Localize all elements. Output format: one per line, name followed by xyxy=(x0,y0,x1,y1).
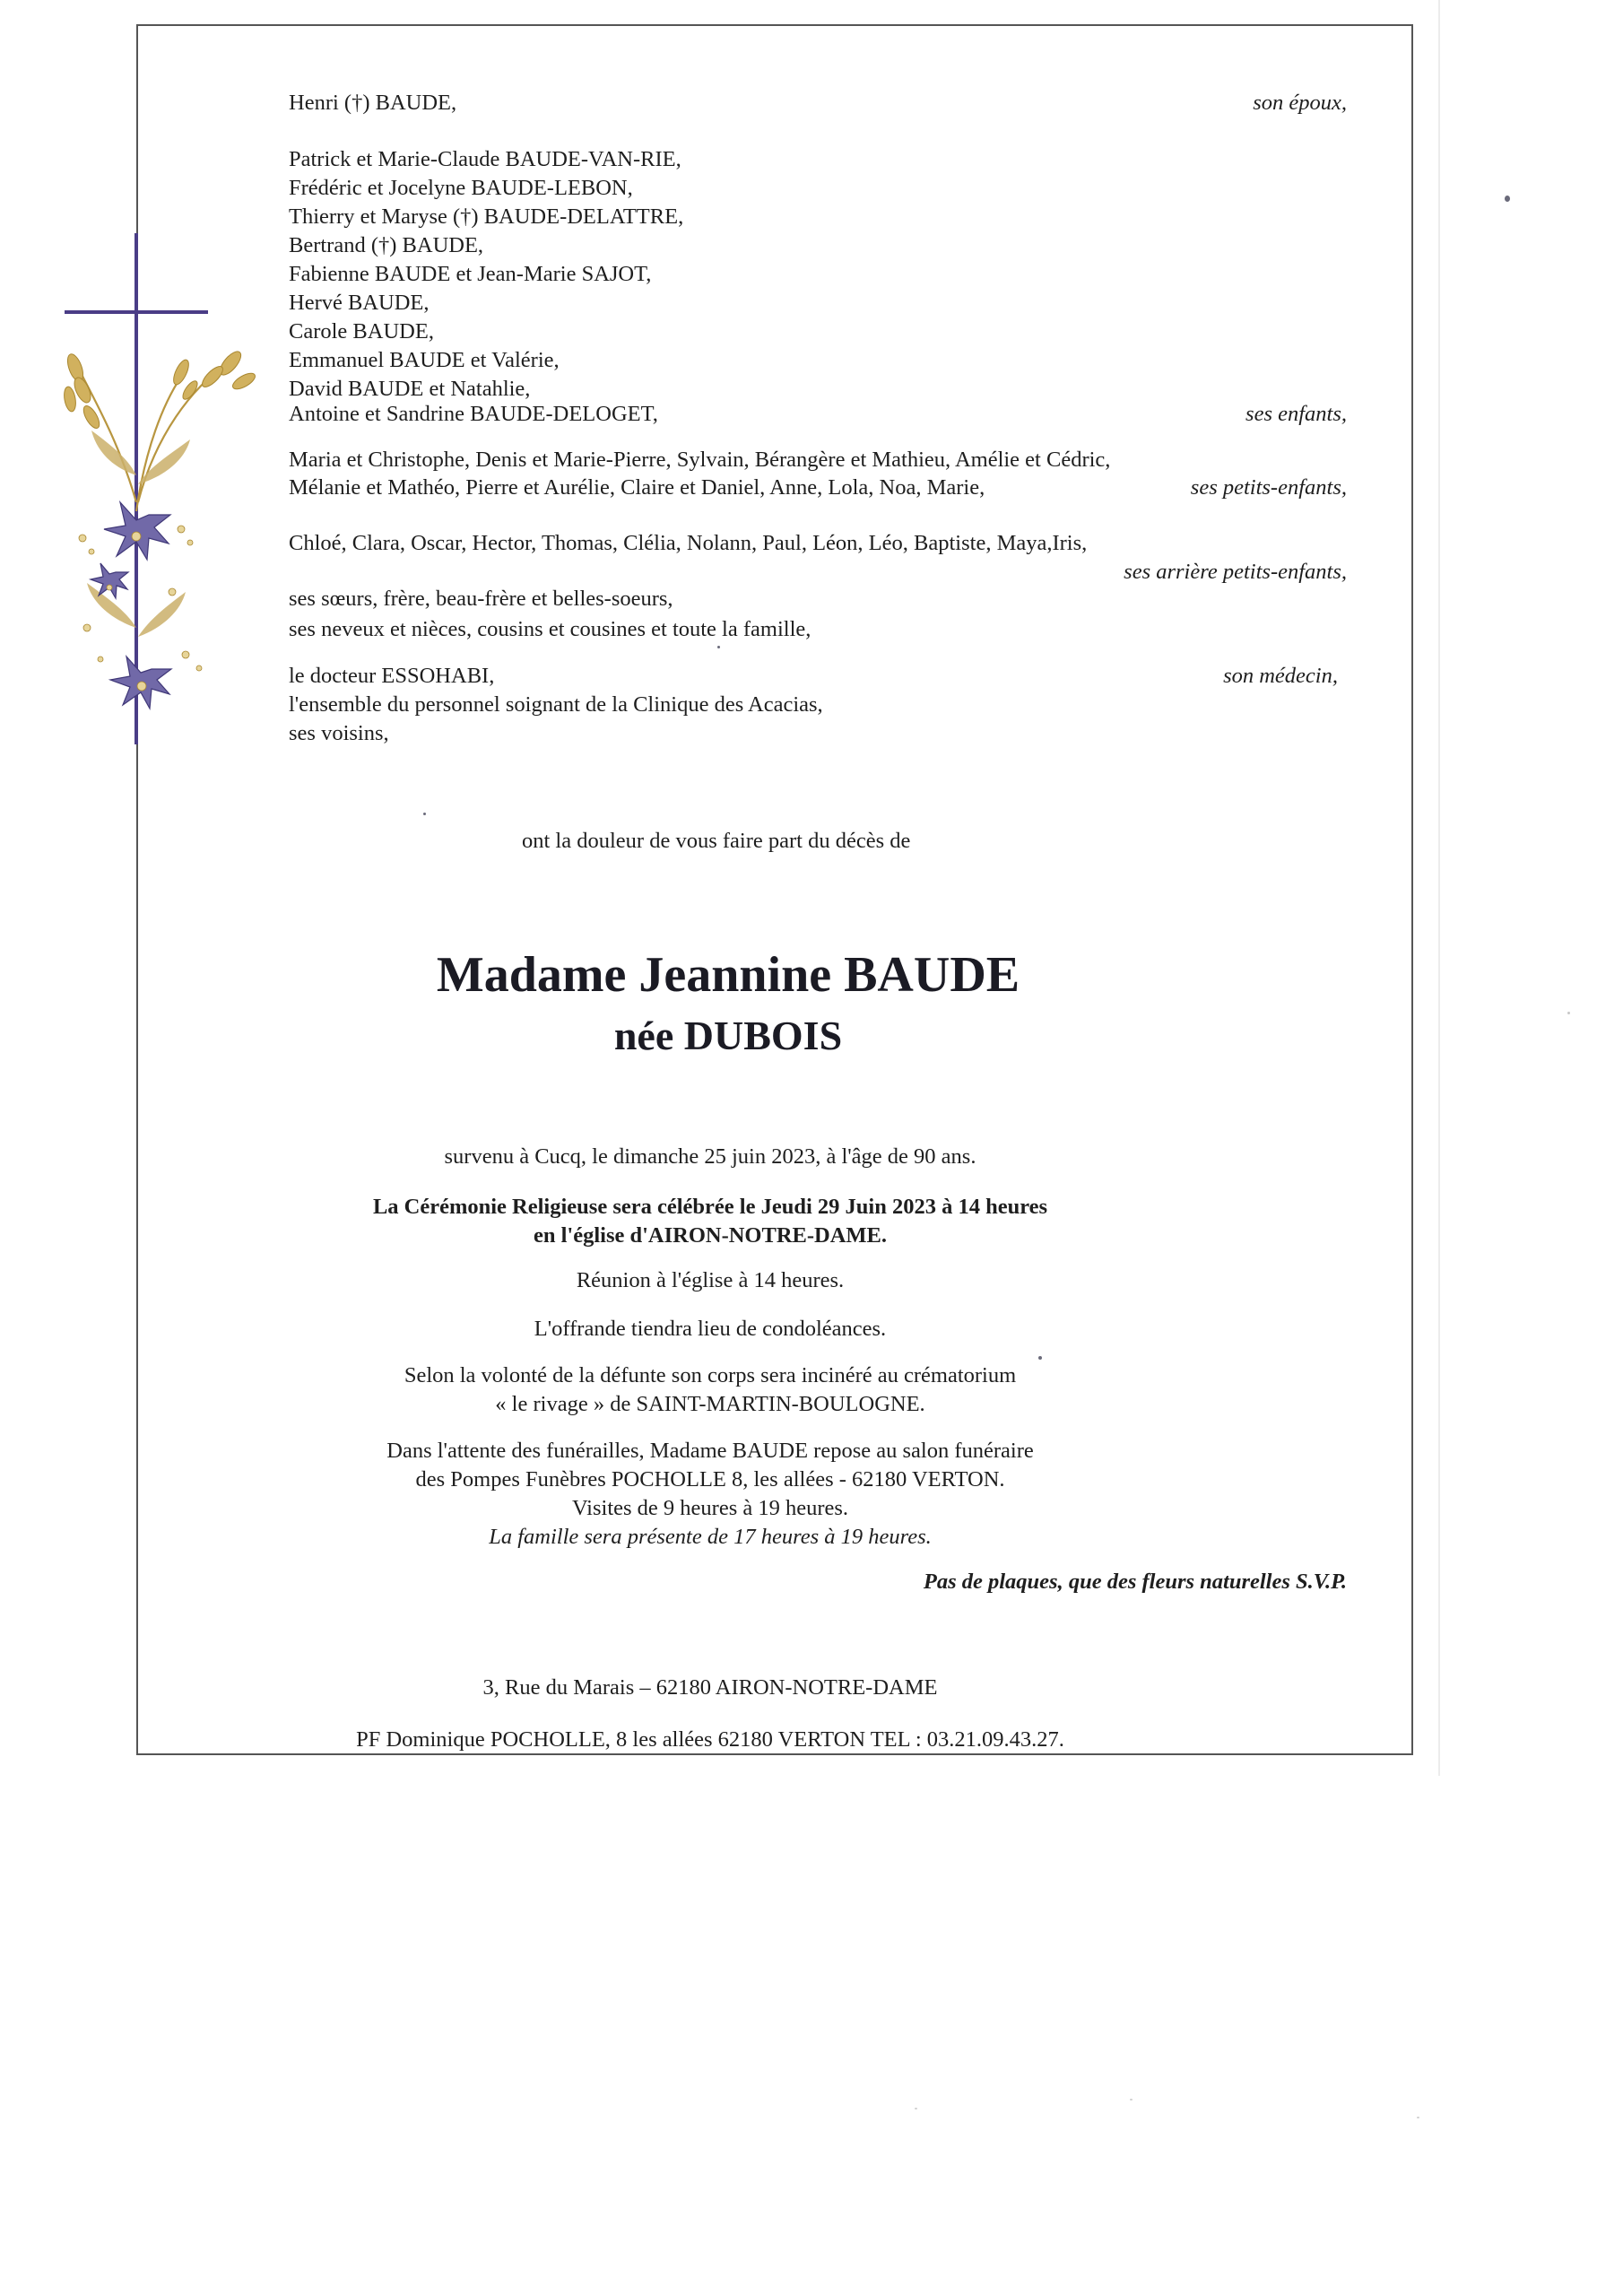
family-presence-text: La famille sera présente de 17 heures à 19 heures. xyxy=(489,1525,932,1549)
family-line: ses sœurs, frère, beau-frère et belles-soeurs, xyxy=(289,587,673,611)
family-line: David BAUDE et Natahlie, xyxy=(289,377,531,401)
flowers-request: Pas de plaques, que des fleurs naturelles S.V.P. xyxy=(923,1570,1347,1594)
deceased-name: Madame Jeannine BAUDE xyxy=(436,947,1020,1003)
announcement-text: ont la douleur de vous faire part du décès de xyxy=(522,829,911,853)
ceremony-place: en l'église d'AIRON-NOTRE-DAME. xyxy=(533,1223,888,1248)
scan-page-edge xyxy=(1438,0,1440,1776)
family-line: Fabienne BAUDE et Jean-Marie SAJOT, xyxy=(289,262,652,286)
deceased-maiden-name: née DUBOIS xyxy=(613,1013,843,1058)
visits-text: Visites de 9 heures à 19 heures. xyxy=(571,1496,849,1520)
family-line: Bertrand (†) BAUDE, xyxy=(289,233,484,257)
offering-text: L'offrande tiendra lieu de condoléances. xyxy=(534,1317,887,1341)
cremation-place: « le rivage » de SAINT-MARTIN-BOULOGNE. xyxy=(495,1392,925,1416)
ceremony-line: La Cérémonie Religieuse sera célébrée le Jeudi 29 Juin 2023 à 14 heures xyxy=(372,1195,1048,1219)
family-role: son médecin, xyxy=(1223,664,1338,688)
scan-speck xyxy=(1505,196,1510,202)
cross-with-wheat-and-flowers-icon xyxy=(56,206,289,744)
meeting-text: Réunion à l'église à 14 heures. xyxy=(576,1268,845,1292)
death-notice: survenu à Cucq, le dimanche 25 juin 2023, à l'âge de 90 ans. xyxy=(444,1144,976,1169)
family-role: ses enfants, xyxy=(1245,402,1347,426)
funeral-home-text: PF Dominique POCHOLLE, 8 les allées 62180 VERTON TEL : 03.21.09.43.27. xyxy=(356,1727,1064,1752)
family-line: ses voisins, xyxy=(289,721,389,745)
scan-speck xyxy=(1130,2099,1133,2100)
scan-speck xyxy=(1417,2117,1419,2118)
family-line: Hervé BAUDE, xyxy=(289,291,430,315)
address-text: 3, Rue du Marais – 62180 AIRON-NOTRE-DAME xyxy=(482,1675,938,1700)
scan-speck xyxy=(717,646,720,648)
family-line: Emmanuel BAUDE et Valérie, xyxy=(289,348,560,372)
family-role: son époux, xyxy=(1253,91,1347,115)
family-line: Patrick et Marie-Claude BAUDE-VAN-RIE, xyxy=(289,147,681,171)
scan-speck xyxy=(423,813,426,815)
family-line: Chloé, Clara, Oscar, Hector, Thomas, Clélia, Nolann, Paul, Léon, Léo, Baptiste, Maya,Iris, xyxy=(289,531,1088,555)
scan-speck xyxy=(1567,1012,1570,1014)
family-role: ses petits-enfants, xyxy=(1190,475,1347,500)
rest-line: Dans l'attente des funérailles, Madame BAUDE repose au salon funéraire xyxy=(386,1439,1034,1463)
family-line: Henri (†) BAUDE, xyxy=(289,91,457,115)
family-line: Antoine et Sandrine BAUDE-DELOGET, xyxy=(289,402,658,426)
family-role: ses arrière petits-enfants, xyxy=(1124,560,1347,584)
family-line: Frédéric et Jocelyne BAUDE-LEBON, xyxy=(289,176,633,200)
family-line: l'ensemble du personnel soignant de la Clinique des Acacias, xyxy=(289,692,823,717)
family-line: Mélanie et Mathéo, Pierre et Aurélie, Claire et Daniel, Anne, Lola, Noa, Marie, xyxy=(289,475,985,500)
scan-speck xyxy=(1038,1356,1042,1360)
family-line: ses neveux et nièces, cousins et cousines et toute la famille, xyxy=(289,617,812,641)
family-line: Maria et Christophe, Denis et Marie-Pierre, Sylvain, Bérangère et Mathieu, Amélie et Cédric, xyxy=(289,448,1111,472)
scan-speck xyxy=(915,2108,917,2109)
family-line: Thierry et Maryse (†) BAUDE-DELATTRE, xyxy=(289,204,684,229)
family-line: Carole BAUDE, xyxy=(289,319,434,344)
rest-place: des Pompes Funèbres POCHOLLE 8, les allées - 62180 VERTON. xyxy=(415,1467,1005,1492)
family-line: le docteur ESSOHABI, xyxy=(289,664,495,688)
cremation-line: Selon la volonté de la défunte son corps sera incinéré au crématorium xyxy=(404,1363,1017,1387)
